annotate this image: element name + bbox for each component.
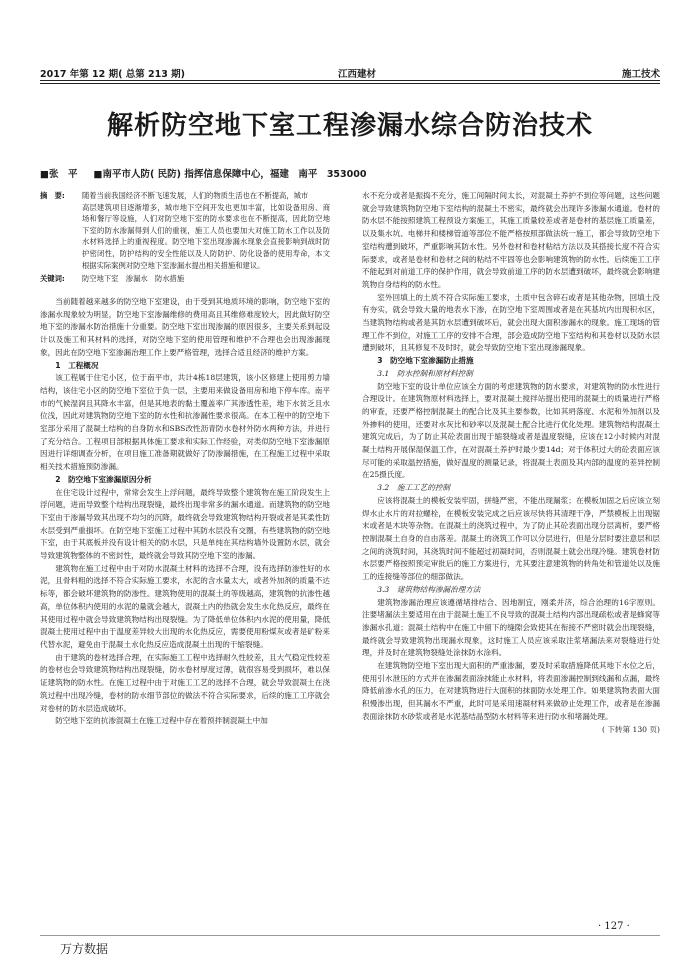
section-3-2-paragraph: 应该将混凝土的模板安装牢固，拼缝严密，不能出现漏浆；在模板加固之后应该立刻焊水止水片的对拉螺栓，在模板安装完成之后应该尽快将其清理干净，严禁模板上出现锯末或者是木块等杂物。在混凝土的浇筑过程中，为了防止其砼表面出现分层离析，要严格控制混凝土自身的自由落差。混凝土的浇筑工作可以分层进行，但是分层时要注意层和层之间的浇筑时间，其浇筑时间不能超过初凝时间，否则混凝土就会出现冷缝。建筑卷材防水层要严格按照预定审批后的施工方案进行，尤其要注意建筑物的转角处和管道处以及施工的连接缝等部位的细部做法。 xyxy=(362,495,660,582)
section-3-3-paragraph-2: 在建筑物防空地下室出现大面积的严重渗漏，要及时采取措施降低其地下水位之后，使用引水泄压的方式并在渗漏表面涂抹能止水材料，将表面渗漏控制到线漏和点漏，最终降低前渗水孔的压力，在对建筑物进行大面积的抹面防水处理工作。如果建筑物表面大面积慢渗出现，但其漏水不严重，此时可是采用速凝材料来做砂止处理工作，或者是在渗漏表面涂抹防水砂浆或者是水泥基结晶型防水材料等来进行防水和堵漏处理。 xyxy=(362,661,660,721)
header-rule-thick xyxy=(40,80,660,81)
section-3-1-heading: 3.1 防水控制和原材料控制 xyxy=(377,368,473,378)
section-2-paragraph-3: 由于建筑的卷材选择合理，在实际施工工程中选择耐久性较差，且大气稳定性较差的卷材也会导致建筑物结构出现裂缝，防水卷材厚度过薄，就很容易受到损坏，难以保证建筑物的防水性。在施工过程中由于对施工工艺的选择不合理，就会导致混凝土在浇筑过程中出现冷缝，卷材的防水细节部位的做法不符合实际要求，后续的施工工序就会对卷材的防水层造成破坏。 xyxy=(40,652,330,713)
section-2-paragraph-2: 建筑物在施工过程中由于对防水混凝土材料的选择不合理，没有选择防渗性好的水泥，且骨料粗的选择不符合实际施工要求，水泥的含水量太大，或者外加剂的质量不达标等，都会破坏建筑物的防渗性。建筑物使用的混凝土的等级越高，建筑物的抗渗性越高，单位体积内使用的水泥的量就会越大，混凝土内的热就会发生水化热反应，最终在其使用过程中就会导致建筑物结构出现裂缝。为了降低单位体积内水泥的使用量，降低混凝土使用过程中由于温度差异较大出现的水化热反应，需要使用粉煤灰或者是矿粉来代替水泥，避免由于混凝土水化热反应造成混凝土出现的干缩裂缝。 xyxy=(40,563,330,649)
section-3-2-heading: 3.2 施工工艺的控制 xyxy=(377,483,451,493)
left-column xyxy=(40,296,330,728)
section-3-1-paragraph: 防空地下室的设计单位应该全方面的考虑建筑物的防水要求，对建筑物的防水性进行合理设计。在建筑物原材料选择上，要对混凝土搅拌站提出使用的混凝土的质量进行严格的审查，还要严格控制混凝土的配合比及其主要参数，比如其坍落度、水泥和外加剂以及外掺料的使用，还要对水灰比和砂率以及混凝土配合比进行优化处理。建筑物结构混凝土建筑完成后，为了防止其砼表面出现于缩裂缝或者是温度裂缝，应该在12小时候内对混凝土结构开展保湿保温工作，在对混凝土养护时最少要14d；对于体积过大的砼表面应该尽可能的采取温控措施，做好温度的测量记录，将混凝土表面及其内部的温度的差异控制在25摄氏度。 xyxy=(362,381,660,480)
section-3-3-heading: 3.3 建筑物结构渗漏治理方法 xyxy=(377,584,481,594)
abstract-first-line: 随着当前我国经济不断飞速发展，人们的物质生活也在不断提高，城市 xyxy=(82,191,309,200)
right-paragraph-2: 室外回填上的土质不符合实际施工要求，土质中包含碎石或者是其他杂物，回填土没有夯实，就会导致大量的地表水下渗，在防空地下室周围或者是在其基坑内出现积水区，当建筑物结构或者是其防水层遭到破坏后，就会出现大面积渗漏水的现象。施工现场的管理工作不到位，对施工工序的安排不合理，部会造成防空地下室结构和其卷材以及防水层遭到破坏，且其修复不及时时，就会导致防空地下室出现渗漏现象。 xyxy=(362,292,660,353)
intro-paragraph: 当前随着越来越多的防空地下室建设，由于受到其地质环境的影响，防空地下室的渗漏水现象较为明显，防空地下室渗漏维修的费用高且其维修难度较大，因此做好防空地下室的渗漏水防治措施十分重要。防空地下室出现渗漏的原因很多，主要关系到起设计以及施工和其材料的选择，对防空地下室的使用管理和维护不合理也会出现渗漏现象，因此在防空地下室渗漏治理工作上要严格管理，选择合适且经济的维护方案。 xyxy=(40,297,330,357)
section-2-paragraph-1: 在住宅设计过程中，常常会发生上浮问题，最终导致整个建筑物在施工阶段发生上浮问题，进而导致整个结构出现裂缝，最终出现非常多的漏水通道。而建筑物的防空地下室由于渗漏导致其出现不均匀的沉降，最终就会导致建筑物结构开裂或者是其柔性防水层受到严重損坏。在防空地下室施工过程中其防水层没有交圈，有些建筑物的防空地下室，由于其底板并没有设计相关的防水层，只是单纯在其结构墙外设置防水层，就会导致建筑物整体的不密封性，最终就会导致其防空地下室的渗漏。 xyxy=(40,487,330,561)
page-number: · 127 · xyxy=(598,921,630,932)
abstract-text: 高层建筑项目逐渐增多，城市地下空间开发也更加丰富，比如设备用房、商场和餐厅等设施，人们对防空地下室的防水要求也在不断提高，因此防空地下室的防水渗漏得到人们的重视，施工人员也要加大对施工防水工作以及防水材料选择上的重视程度。防空地下室出现渗漏水现象会直接影响到战时防护密闭性，防护结构的安全性能以及人防防护、防化设备的使用寿命，本文根据实际案例对防空地下室渗漏水提出相关措施和建议。 xyxy=(82,202,330,270)
abstract-label: 摘 要: xyxy=(40,191,65,200)
keywords-label: 关键词: xyxy=(40,274,65,284)
article-title: 解析防空地下室工程渗漏水综合防治技术 xyxy=(106,111,593,141)
running-header xyxy=(40,66,660,78)
section-label: 施工技术 xyxy=(621,69,660,80)
source-watermark: 万方数据 xyxy=(60,942,109,956)
author: ■张 平 xyxy=(40,169,78,180)
right-paragraph-1: 水不充分或者是振捣不充分，施工间隔时间太长，对混凝土养护不到位等问题，这些问题就会导致建筑物防空地下室结构的混凝土不密实，最终就会出现许多渗漏水通道。卷材的防水层不能按照建筑工程预设方案施工，其施工质量较差或者是卷材的基层施工质量差，以及集水坑、电梯井和楼梯管道等部位不能严格按照部做法统一施工，都会导致防空地下室结构遭到破坏，严重影响其防水性。另外卷材和卷材粘结方法以及其搭接长度不符合实际要求，或者是卷材和卷材之间的粘结不牢固等也会影响建筑物的防水性。后续施工工序不能起到对前道工序的保护作用，就会导致前道工序的防水层遭到破坏，最终就会影响建筑物自身结构的防水性。 xyxy=(362,191,660,289)
section-3-heading: 3 防空地下室渗漏防止措施 xyxy=(377,356,474,366)
continued-note: ( 下转第 130 页) xyxy=(601,724,660,734)
affiliation: ■南平市人防( 民防) 指挥信息保障中心，福建 南平 353000 xyxy=(93,169,367,180)
abstract xyxy=(40,190,330,285)
issue-label: 2017 年第 12 期( 总第 213 期) xyxy=(40,69,186,80)
section-2-heading: 2 防空地下室渗漏原因分析 xyxy=(55,474,152,484)
section-2-paragraph-4: 防空地下室的抗渗混凝土在施工过程中存在着预拌制混凝土中加 xyxy=(55,716,268,726)
section-3-3-paragraph-1: 建筑物渗漏治理应该遵循堵排结合、因地制宜，刚柔并济，综合治理的16字原则。注要堵漏法主要适用在由于混凝土施工不良导致的混凝土结构内部出现疏松或者是蜂窝等渗漏水孔道；混凝土结构中在施工中留下的缝隙会致使其在衔接不严密时就会出现裂缝，最终就会导致建筑物出现漏水现象，这时施工人员应该采取注浆堵漏法来对裂缝进行处理，并及时在建筑物裂缝处涂抹防水涂料。 xyxy=(362,597,660,658)
byline xyxy=(40,166,366,180)
header-rule-thin xyxy=(40,83,660,84)
footer-rule xyxy=(40,935,660,936)
section-1-paragraph: 该工程属于住宅小区，位于南平市，共计4栋18层建筑，该小区修建上使用剪力墙结构，该住宅小区的防空地下室位于负一层，主要用来做设备用房和地下停车库。南平市的气候湿润且其降水丰富，但是其地表的黏土覆盖率广其渗透性差，地下水贫乏且水位浅，因此对建筑物防空地下室的防水性和抗渗漏性要求很高。在本工程中的防空地下室部分采用了混凝土结构的自身防水和SBS改性沥青防水卷材外防水两种方法，并进行了充分结合。工程项目部根据具体施工要求和实际工作经验，对类似防空地下室渗漏原因进行详细调查分析，在项目施工准备期就做好了防渗漏措施，在工程施工过程中采取相关技术措施预防渗漏。 xyxy=(40,373,330,472)
keywords: 防空地下室 渗漏水 防水措施 xyxy=(82,274,185,284)
section-1-heading: 1 工程概况 xyxy=(55,360,99,370)
right-column xyxy=(362,190,660,736)
journal-name: 江西建材 xyxy=(338,69,377,80)
